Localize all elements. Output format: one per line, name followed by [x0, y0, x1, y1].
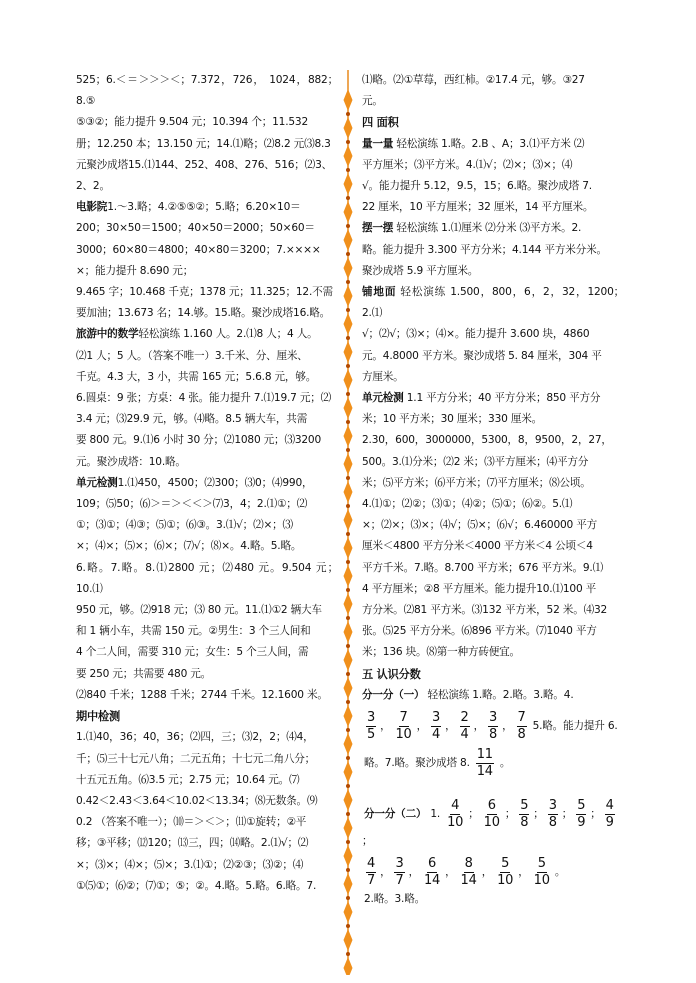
ornament-diamond — [344, 677, 353, 699]
ornament-diamond — [344, 117, 353, 139]
ornament-diamond — [344, 537, 353, 559]
numerator: 3 — [432, 710, 441, 726]
ornament-diamond — [344, 89, 353, 111]
denominator: 7 — [395, 873, 404, 889]
text-line: ×；⑵×；⑶×；⑷√；⑸×；⑹√；6.460000 平方 — [362, 519, 598, 532]
text-line: √；⑵√；⑶×；⑷×。能力提升 3.600 块，4860 — [362, 328, 590, 341]
fraction-row — [362, 710, 624, 743]
cinema-section: 电影院1.～3.略；4.②⑤⑤②；5.略；6.20×10＝ — [76, 201, 301, 214]
text-line: 元。 — [362, 95, 383, 108]
fraction — [460, 856, 478, 889]
separator: ； — [468, 807, 479, 820]
denominator: 14 — [460, 873, 477, 889]
text-line: ⑵1 人；5 人。（答案不唯一）3.千米、分、厘米、 — [76, 349, 308, 362]
text-line: 张。⑸25 平方分米。⑹896 平方米。⑺1040 平方 — [362, 625, 597, 638]
text-line: 元。4.8000 平方米。聚沙成塔 5. 84 厘米，304 平 — [362, 349, 602, 362]
numerator: 3 — [395, 856, 404, 872]
text-line: 轻松演练 1.略。2.B 、A；3.⑴平方米 ⑵ — [396, 137, 585, 150]
ornament-diamond — [344, 313, 353, 335]
fraction — [605, 798, 615, 831]
numerator: 5 — [501, 856, 510, 872]
travel-section: 旅游中的数学轻松演练 1.160 人。2.⑴8 人；4 人。 — [76, 328, 318, 341]
ornament-diamond — [344, 621, 353, 643]
ornament-dot — [346, 924, 350, 928]
ornament-dot — [346, 896, 350, 900]
ornament-dot — [346, 504, 350, 508]
text-line: 6.略。7.略。8.⑴2800 元；⑵480 元。9.504 元；10.⑴ — [76, 561, 338, 595]
fraction — [431, 710, 441, 743]
text-line: 200；30×50＝1500；40×50＝2000；50×60＝ — [76, 222, 315, 235]
denominator: 9 — [577, 815, 586, 831]
decorative-spine-ornament — [338, 70, 358, 975]
ornament-diamond — [344, 509, 353, 531]
ornament-dot — [346, 420, 350, 424]
ornament-diamond — [344, 369, 353, 391]
text-line: 千；⑸三十七元八角；二元五角；十七元二角八分； — [76, 752, 316, 765]
text-fragment: 5.略。能力提升 6. — [532, 719, 618, 732]
text-line: ①⑸①；⑹②；⑺①；⑤；②。4.略。5.略。6.略。7. — [76, 879, 317, 892]
ornament-diamond — [344, 229, 353, 251]
ornament-diamond — [344, 873, 353, 895]
numerator: 3 — [548, 798, 557, 814]
fraction — [548, 798, 558, 831]
area-chapter-title: 四 面积 — [362, 116, 399, 130]
text-line: 1.⑴450，4500；⑵300；⑶0；⑷990， — [117, 476, 313, 489]
ornament-dot — [346, 224, 350, 228]
ornament-dot — [346, 868, 350, 872]
text-line: 2、2。 — [76, 180, 110, 193]
ornament-dot — [346, 308, 350, 312]
text-fragment: 。 — [499, 756, 511, 769]
text-line: 米；10 平方米；30 厘米；330 厘米。 — [362, 413, 543, 426]
text-line: 500。3.⑴分米；⑵2 米；⑶平方厘米；⑷平方分 — [362, 455, 589, 468]
fraction — [576, 798, 586, 831]
ornament-diamond — [344, 565, 353, 587]
text-line: 厘米＜4800 平方分米＜4000 平方米＜4 公顷＜4 — [362, 540, 593, 553]
text-line: ×；⑶×；⑷×；⑸×；3.⑴①；⑵②③；⑶②；⑷ — [76, 858, 304, 871]
area-unit-test-section: 单元检测 1.1 平方分米；40 平方分米；850 平方分 — [362, 392, 601, 405]
ornament-diamond — [344, 761, 353, 783]
numerator: 4 — [367, 856, 376, 872]
floor-section: 铺地面 轻松演练 1.500，800，6，2，32，1200；2.⑴ — [362, 286, 625, 320]
fraction — [476, 747, 494, 780]
text-line: 移；③平移；⑿120；⒀三，四；⒁略。2.⑴√；⑵ — [76, 837, 309, 850]
ornament-diamond — [344, 145, 353, 167]
ornament-dot — [346, 616, 350, 620]
fraction — [394, 710, 412, 743]
ornament-diamond — [344, 285, 353, 307]
ornament-dot — [346, 112, 350, 116]
ornament-dot — [346, 728, 350, 732]
text-line: 0.2 （答案不唯一）；⑽＝＞＜＞；⑾①旋转；②平 — [76, 816, 307, 829]
numerator: 4 — [451, 798, 460, 814]
fraction — [423, 856, 441, 889]
separator: ； — [561, 807, 573, 820]
midterm-heading: 期中检测 — [76, 710, 120, 724]
numerator: 5 — [577, 798, 586, 814]
text-line: 3.4 元；⑶29.9 元，够。⑷略。8.5 辆大车，共需 — [76, 413, 308, 426]
text-line: 4 个二人间，需要 310 元；女生：5 个三人间，需 — [76, 646, 309, 659]
ornament-dot — [346, 644, 350, 648]
denominator: 7 — [367, 873, 376, 889]
separator: ； — [533, 807, 544, 820]
text-fragment: 2.略。3.略。 — [364, 893, 425, 906]
ornament-dot — [346, 560, 350, 564]
ornament-dot — [346, 476, 350, 480]
ornament-dot — [346, 168, 350, 172]
ornament-dot — [346, 532, 350, 536]
text-line: 6.圆桌：9 张；方桌：4 张。能力提升 7.⑴19.7 元；⑵ — [76, 392, 332, 405]
fraction — [394, 856, 404, 889]
ornament-dot — [346, 364, 350, 368]
fraction — [496, 856, 514, 889]
text-line: 平方厘米；⑶平方米。4.⑴√；⑵×；⑶×；⑷ — [362, 158, 573, 171]
ornament-dot — [346, 252, 350, 256]
text-line: 方分米。⑵81 平方米。⑶132 平方米，52 米。⑷32 — [362, 604, 608, 617]
ornament-dot — [346, 140, 350, 144]
numerator: 5 — [537, 856, 546, 872]
fraction — [366, 710, 376, 743]
text-line: ⑤③②；能力提升 9.504 元；10.394 个；11.532 — [76, 116, 309, 129]
text-line: √。能力提升 5.12，9.5，15；6.略。聚沙成塔 7. — [362, 180, 592, 193]
separator: ， — [481, 866, 493, 879]
ornament-diamond — [344, 901, 353, 923]
separator: ； — [590, 807, 601, 820]
comma: ， — [445, 719, 456, 732]
text-line: 22 厘米，10 平方厘米；32 厘米，14 平方厘米。 — [362, 201, 594, 214]
text-line: 米；⑸平方米；⑹平方米；⑺平方厘米；⑻公顷。 — [362, 476, 591, 489]
text-line: 0.42＜2.43＜3.64＜10.02＜13.34；⑻无数条。⑼ — [76, 794, 318, 807]
fraction — [519, 798, 529, 831]
text-fragment: 分一分（二） — [364, 807, 427, 820]
denominator: 4 — [460, 727, 469, 743]
denominator: 8 — [520, 815, 529, 831]
ornament-dot — [346, 812, 350, 816]
ornament-diamond — [344, 425, 353, 447]
denominator: 8 — [548, 815, 557, 831]
ornament-diamond — [344, 929, 353, 951]
ornament-diamond — [344, 201, 353, 223]
separator: 。 — [554, 866, 566, 879]
text-line: 聚沙成塔 5.9 平方厘米。 — [362, 264, 479, 277]
text-line: ①；⑶①；⑷③；⑸①；⑹③。3.⑴√；⑵×；⑶ — [76, 519, 293, 532]
denominator: 10 — [395, 727, 412, 743]
text-line: 3000；60×80＝4800；40×80＝3200；7.×××× — [76, 243, 321, 256]
ornament-diamond — [344, 845, 353, 867]
text-line: ⑵840 千米；1288 千米；2744 千米。12.1600 米。 — [76, 688, 328, 701]
text-line: 950 元，够。⑵918 元；⑶ 80 元。11.⑴①2 辆大车 — [76, 604, 322, 617]
text-line: 略。能力提升 3.300 平方分米；4.144 平方米分米。 — [362, 243, 607, 256]
text-line: 要 800 元。9.⑴6 小时 30 分；⑵1080 元；⑶3200 — [76, 434, 321, 447]
ornament-diamond — [344, 733, 353, 755]
divide-one-section: 分一分（一） 轻松演练 1.略。2.略。3.略。4. — [362, 688, 574, 701]
numerator: 2 — [460, 710, 469, 726]
right-column — [362, 70, 624, 915]
ornament-diamond — [344, 453, 353, 475]
numerator: 7 — [517, 710, 526, 726]
fraction — [446, 798, 464, 831]
ornament-dot — [346, 588, 350, 592]
ornament-diamond — [344, 705, 353, 727]
ornament-diamond — [344, 397, 353, 419]
ornament-dot — [346, 952, 350, 956]
text-line: 1.～3.略；4.②⑤⑤②；5.略；6.20×10＝ — [107, 201, 301, 214]
comma: ， — [416, 719, 428, 732]
denominator: 10 — [447, 815, 464, 831]
numerator: 4 — [605, 798, 614, 814]
fraction — [533, 856, 551, 889]
ornament-diamond — [344, 481, 353, 503]
text-line: ×；能力提升 8.690 元； — [76, 264, 194, 277]
fraction — [517, 710, 527, 743]
ornament-diamond — [344, 957, 353, 975]
numerator: 6 — [428, 856, 437, 872]
separator: ； — [504, 807, 516, 820]
numerator: 6 — [487, 798, 496, 814]
text-line: 要 250 元；共需要 480 元。 — [76, 667, 212, 680]
comma: ， — [502, 719, 513, 732]
denominator: 8 — [517, 727, 526, 743]
text-line: 轻松演练 1.⑴厘米 ⑵分米 ⑶平方米。2. — [396, 222, 582, 235]
text-line: 4 平方厘米；②8 平方厘米。能力提升10.⑴100 平 — [362, 582, 597, 595]
fraction — [488, 710, 498, 743]
text-line: ×；⑷×；⑸×；⑹×；⑺√；⑻×。4.略。5.略。 — [76, 540, 302, 553]
comma: ， — [473, 719, 485, 732]
ornament-diamond — [344, 789, 353, 811]
ornament-dot — [346, 336, 350, 340]
arrange-section: 摆一摆 轻松演练 1.⑴厘米 ⑵分米 ⑶平方米。2. — [362, 222, 582, 235]
divide-two-section — [362, 798, 624, 852]
left-column — [76, 70, 338, 897]
ornament-dot — [346, 756, 350, 760]
text-line: 平方千米。7.略。8.700 平方米；676 平方米。9.⑴ — [362, 561, 603, 574]
separator: ， — [408, 866, 419, 879]
text-line: 1.1 平方分米；40 平方分米；850 平方分 — [406, 392, 601, 405]
measure-section: 量一量 轻松演练 1.略。2.B 、A；3.⑴平方米 ⑵ — [362, 137, 585, 150]
text-line: 方厘米。 — [362, 370, 404, 383]
denominator: 10 — [497, 873, 514, 889]
comma: ， — [380, 719, 391, 732]
ornament-dot — [346, 700, 350, 704]
ornament-dot — [346, 448, 350, 452]
ornament-diamond — [344, 649, 353, 671]
fraction — [483, 798, 501, 831]
numerator: 11 — [476, 747, 493, 763]
text-line: 册；12.250 本；13.150 元；14.⑴略；⑵8.2 元⑶8.3 — [76, 137, 331, 150]
ornament-dot — [346, 196, 350, 200]
denominator: 10 — [533, 873, 550, 889]
numerator: 5 — [520, 798, 529, 814]
text-line: 米；136 块。⑻第一种方砖便宜。 — [362, 646, 520, 659]
text-line: 元聚沙成塔15.⑴144、252、408、276、516；⑵3、 — [76, 158, 333, 171]
text-line: 要加油；13.673 名；14.够。15.略。聚沙成塔16.略。 — [76, 307, 331, 320]
fraction-row — [362, 856, 624, 910]
denominator: 9 — [605, 815, 614, 831]
text-line: 2.30，600，3000000，5300，8，9500，2，27， — [362, 434, 612, 447]
numerator: 3 — [367, 710, 376, 726]
separator: ； — [362, 835, 373, 848]
denominator: 10 — [483, 815, 500, 831]
separator: ， — [518, 866, 529, 879]
text-line: 109；⑸50；⑹＞＝＞＜＜＞⑺3，4；2.⑴①；⑵ — [76, 498, 308, 511]
fraction — [366, 856, 376, 889]
text-line: 千克。4.3 大，3 小，共需 165 元；5.6.8 元，够。 — [76, 370, 317, 383]
text-line: 525；6.＜＝＞＞＞＜；7.372，726， 1024，882；8.⑤ — [76, 74, 338, 108]
text-line: 1.⑴40，36；40，36；⑵四，三；⑶2，2；⑷4， — [76, 731, 314, 744]
text-line: 十五元五角。⑹3.5 元；2.75 元；10.64 元。⑺ — [76, 773, 300, 786]
ornament-dot — [346, 392, 350, 396]
numerator: 3 — [489, 710, 498, 726]
fraction-chapter-title: 五 认识分数 — [362, 667, 421, 681]
text-line: 4.⑴①；⑵②；⑶①；⑷②；⑸①；⑹②。5.⑴ — [362, 498, 573, 511]
ornament-dot — [346, 840, 350, 844]
text-line: 和 1 辆小车，共需 150 元。②男生：3 个三人间和 — [76, 625, 311, 638]
text-line: ⑴略。⑵①草莓，西红柿。②17.4 元，够。③27 — [362, 74, 585, 86]
numerator: 8 — [464, 856, 473, 872]
numerator: 7 — [399, 710, 408, 726]
text-line: 轻松演练 1.500，800，6，2，32，1200；2.⑴ — [362, 286, 625, 320]
text-line: 轻松演练 1.160 人。2.⑴8 人；4 人。 — [138, 328, 318, 341]
unit-test-section: 单元检测1.⑴450，4500；⑵300；⑶0；⑷990， — [76, 476, 313, 489]
text-line: 元。聚沙成塔：10.略。 — [76, 455, 186, 468]
denominator: 14 — [476, 764, 493, 780]
ornament-dot — [346, 672, 350, 676]
text-fragment: 略。7.略。聚沙成塔 8. — [364, 756, 470, 769]
denominator: 4 — [432, 727, 441, 743]
separator: ， — [380, 866, 391, 879]
text-line: 9.465 字；10.468 千克；1378 元；11.325；12.不需 — [76, 286, 333, 299]
denominator: 14 — [423, 873, 441, 889]
ornament-dot — [346, 280, 350, 284]
denominator: 5 — [367, 727, 376, 743]
fraction — [460, 710, 470, 743]
separator: ， — [445, 866, 456, 879]
denominator: 8 — [489, 727, 498, 743]
ornament-diamond — [344, 593, 353, 615]
fraction-row — [362, 747, 624, 780]
ornament-diamond — [344, 817, 353, 839]
text-fragment: 1. — [430, 807, 441, 820]
ornament-dot — [346, 784, 350, 788]
ornament-diamond — [344, 341, 353, 363]
ornament-diamond — [344, 173, 353, 195]
ornament-diamond — [344, 257, 353, 279]
